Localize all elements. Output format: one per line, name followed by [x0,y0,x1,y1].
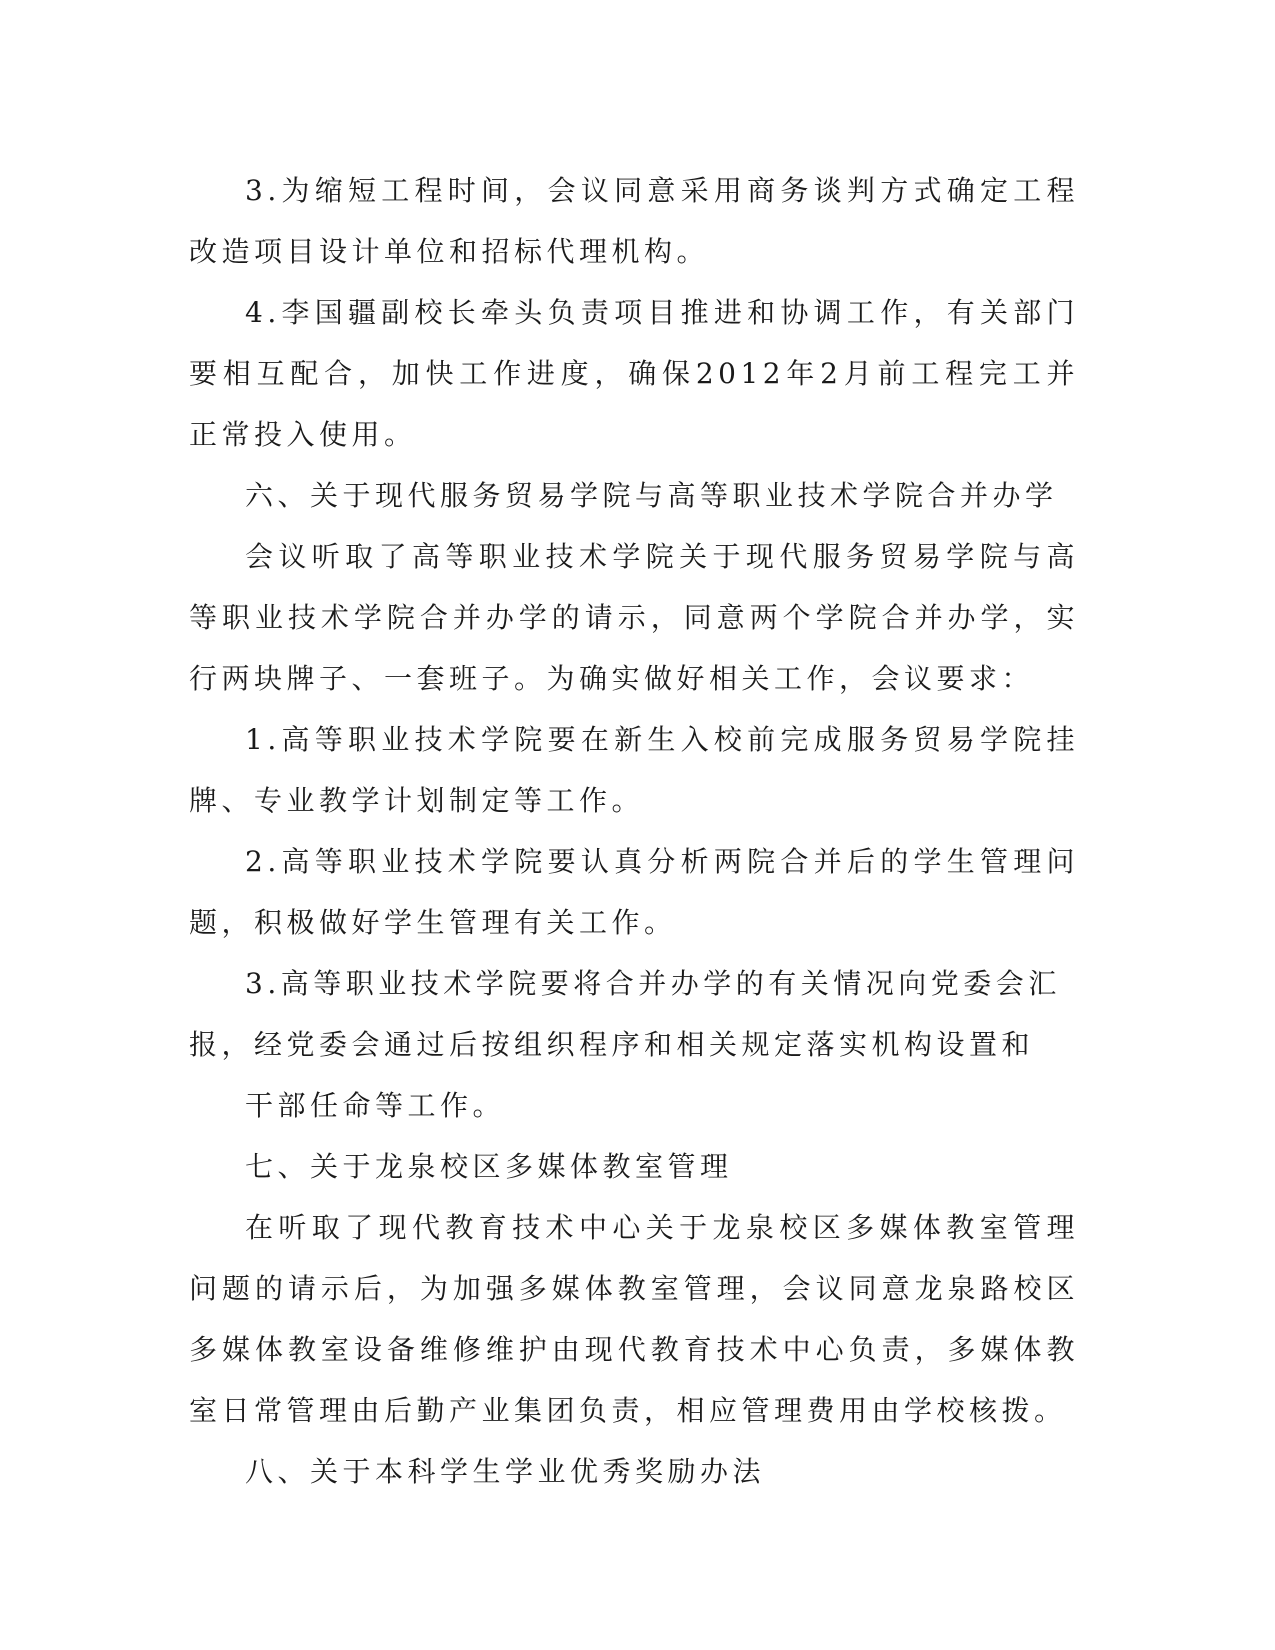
section-heading-eight: 八、关于本科学生学业优秀奖励办法 [245,1455,766,1488]
paragraph-merger-item-2: 2.高等职业技术学院要认真分析两院合并后的学生管理问题，积极做好学生管理有关工作。 [189,845,1079,939]
paragraph-merger-item-3: 3.高等职业技术学院要将合并办学的有关情况向党委会汇报，经党委会通过后按组织程序和相关规定落实机构设置和 [189,967,1061,1061]
paragraph-merger-item-3-continued: 干部任命等工作。 [245,1089,506,1122]
paragraph-multimedia-classroom: 在听取了现代教育技术中心关于龙泉校区多媒体教室管理问题的请示后，为加强多媒体教室管理，会议同意龙泉路校区多媒体教室设备维修维护由现代教育技术中心负责，多媒体教室日常管理由后勤产业集团负责，相应管理费用由学校核拨。 [189,1211,1079,1427]
section-heading-six: 六、关于现代服务贸易学院与高等职业技术学院合并办学 [245,479,1058,512]
paragraph-item-3-design-unit: 3.为缩短工程时间，会议同意采用商务谈判方式确定工程改造项目设计单位和招标代理机构。 [189,174,1079,268]
paragraph-merger-request: 会议听取了高等职业技术学院关于现代服务贸易学院与高等职业技术学院合并办学的请示，同意两个学院合并办学，实行两块牌子、一套班子。为确实做好相关工作，会议要求： [189,540,1079,695]
document-body [189,160,1079,1502]
paragraph-item-4-project-coordination: 4.李国疆副校长牵头负责项目推进和协调工作，有关部门要相互配合，加快工作进度，确保2012年2月前工程完工并正常投入使用。 [189,296,1079,451]
paragraph-merger-item-1: 1.高等职业技术学院要在新生入校前完成服务贸易学院挂牌、专业教学计划制定等工作。 [189,723,1079,817]
section-heading-seven: 七、关于龙泉校区多媒体教室管理 [245,1150,733,1183]
